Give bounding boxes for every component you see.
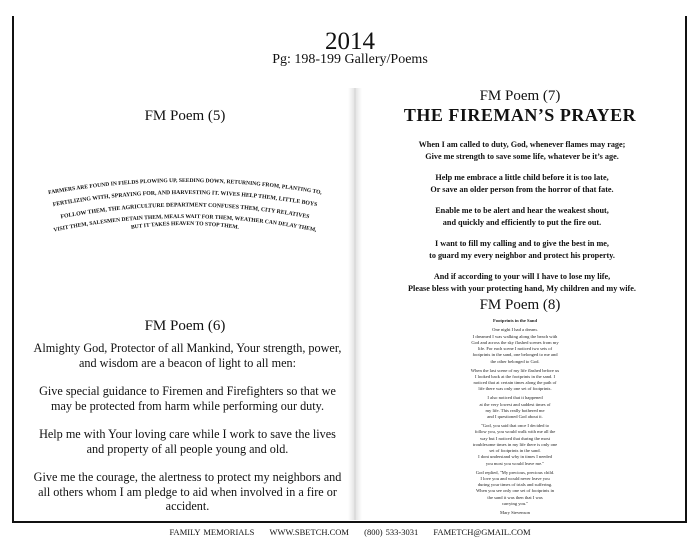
poem5-line-3: FOLLOW THEM, THE AGRICULTURE DEPARTMENT CONFUSES THEM, CITY RELATIVES (60, 202, 310, 221)
poem5-title: FM Poem (5) (144, 108, 226, 124)
poem7-stanza: Enable me to be alert and hear the weakest shout, and quickly and efficiently to put the fire out. (435, 206, 609, 227)
page-label: Pg: 198-199 Gallery/Poems (272, 52, 428, 67)
poem5-curved-text (20, 170, 350, 250)
poem7-body (364, 139, 680, 304)
poem6-paragraph: Help me with Your loving care while I work to save the lives and property of all people young and old. (39, 427, 336, 456)
poem8-title: FM Poem (8) (479, 297, 561, 313)
poem7-heading: THE FIREMAN’S PRAYER (403, 105, 637, 125)
poem7-stanza: Help me embrace a little child before it is too late, Or save an older person from the horror of that fate. (430, 173, 614, 194)
poem8-subtitle: Footprints in the Sand (492, 318, 538, 323)
left-border (12, 16, 14, 522)
poem5-line-4: VISIT THEM, SALESMEN DETAIN THEM, MEALS WAIT FOR THEM, WEATHER CAN DELAY THEM, (53, 213, 317, 234)
poem5-line-5: BUT IT TAKES HEAVEN TO STOP THEM. (130, 220, 240, 231)
footer-email: FAMETCH@GMAIL.COM (433, 527, 531, 537)
poem6-body (30, 341, 345, 528)
poem8-stanza: I also noticed that it happened at the very lowest and saddest times of my life. This really bothered me and I questioned God about it. (479, 395, 551, 420)
right-border (685, 16, 687, 522)
poem8-stanza: God replied, "My precious, precious child. I love you and would never leave you during your times of trials and suffering. When you see only one set of footprints in the sand it was then that I was carrying you." (475, 469, 555, 507)
footer-phone: (800) 533-3031 (364, 527, 419, 537)
poem7-title: FM Poem (7) (479, 88, 561, 104)
year-title: 2014 (325, 28, 375, 55)
poem8-stanza: One night I had a dream. I dreamed I was walking along the beach with God and across the sky flashed scenes from my life. For each scene I noticed two sets of footprints in the sand, one belonged to me and the other belonged to God. (471, 327, 559, 364)
poem8-stanza: "God, you said that once I decided to follow you, you would walk with me all the way but I noticed that during the most troublesome times in my life there is only one set of footprints in the sand. I dont understand why in times I needed you most you would leave me." (472, 422, 558, 466)
footer-website: WWW.SBETCH.COM (269, 527, 349, 537)
poem6-paragraph: Give me the courage, the alertness to protect my neighbors and all others whom I am pledge to aid when involved in a fire or accident. (33, 470, 342, 513)
poem8-body (440, 318, 590, 519)
poem6-paragraph: Almighty God, Protector of all Mankind, Your strength, power, and wisdom are a beacon of light to all men: (33, 341, 342, 370)
poem5-line-2: FERTILIZING WITH, SPRAYING FOR, AND HARVESTING IT. WIVES HELP THEM, LITTLE BOYS (52, 189, 318, 209)
footer-company: FAMILY MEMORIALS (169, 527, 255, 537)
poem6-paragraph: Give special guidance to Firemen and Firefighters so that we may be protected from harm while performing our duty. (39, 384, 336, 413)
footer (0, 527, 700, 537)
poem7-stanza: And if according to your will I have to lose my life, Please bless with your protecting hand, My children and my wife. (408, 272, 636, 293)
poem8-stanza: When the last scene of my life flashed before us I looked back at the footprints in the sand. I noticed that at certain times along the path of life there was only one set of footprints. (470, 367, 560, 392)
poem6-title: FM Poem (6) (144, 318, 226, 334)
poem5-line-1: FARMERS ARE FOUND IN FIELDS PLOWING UP, SEEDING DOWN, RETURNING FROM, PLANTING TO, (47, 177, 323, 197)
poem7-stanza: I want to fill my calling and to give the best in me, to guard my every neighbor and protect his property. (429, 239, 615, 260)
poem8-author: Mary Stevenson (500, 509, 530, 515)
poem7-stanza: When I am called to duty, God, whenever flames may rage; Give me strength to save some life, whatever be it’s age. (418, 140, 626, 161)
